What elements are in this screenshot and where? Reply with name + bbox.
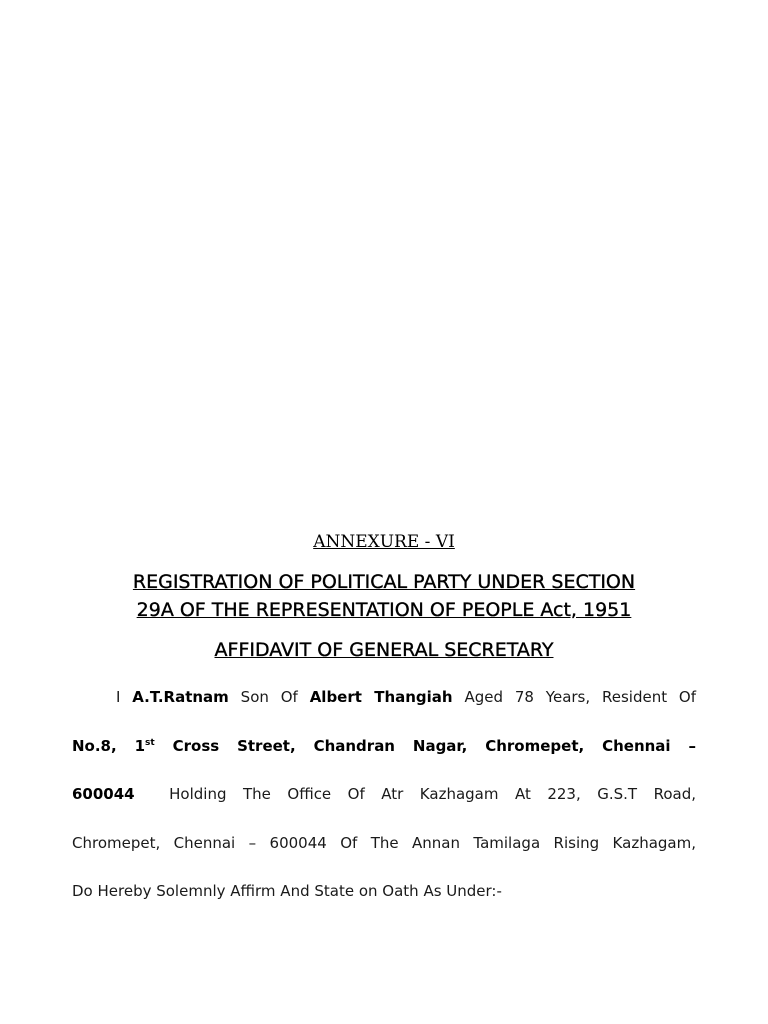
paragraph-line-4: Chromepet, Chennai – 600044 Of The Annan Tamilaga Rising Kazhagam, <box>72 833 696 852</box>
address-superscript: st <box>145 737 155 748</box>
affidavit-paragraph <box>72 673 696 916</box>
affidavit-subtitle: AFFIDAVIT OF GENERAL SECRETARY <box>214 639 554 661</box>
title-line-2: 29A OF THE REPRESENTATION OF PEOPLE Act, 1951 <box>136 599 632 621</box>
paragraph-line-3 <box>72 770 696 819</box>
son-of-label: Son Of <box>240 688 298 706</box>
age-residence: Aged 78 Years, Resident Of <box>464 688 697 706</box>
office-text: Holding The Office Of Atr Kazhagam At 223, G.S.T Road, <box>169 785 696 804</box>
pronoun: I <box>116 688 121 706</box>
paragraph-line-2 <box>72 722 696 771</box>
document-title <box>60 568 708 624</box>
address-pincode: 600044 <box>72 785 135 804</box>
address-number: No.8, 1 <box>72 736 146 755</box>
paragraph-line-1 <box>72 673 696 722</box>
title-line-1: REGISTRATION OF POLITICAL PARTY UNDER SECTION <box>132 571 636 593</box>
paragraph-line-5: Do Hereby Solemnly Affirm And State on Oath As Under:- <box>72 882 502 901</box>
deponent-name: A.T.Ratnam <box>132 688 229 706</box>
address-street: Cross Street, Chandran Nagar, Chromepet, Chennai – <box>172 736 696 755</box>
annexure-heading: ANNEXURE - VI <box>313 532 455 552</box>
father-name: Albert Thangiah <box>309 688 453 706</box>
